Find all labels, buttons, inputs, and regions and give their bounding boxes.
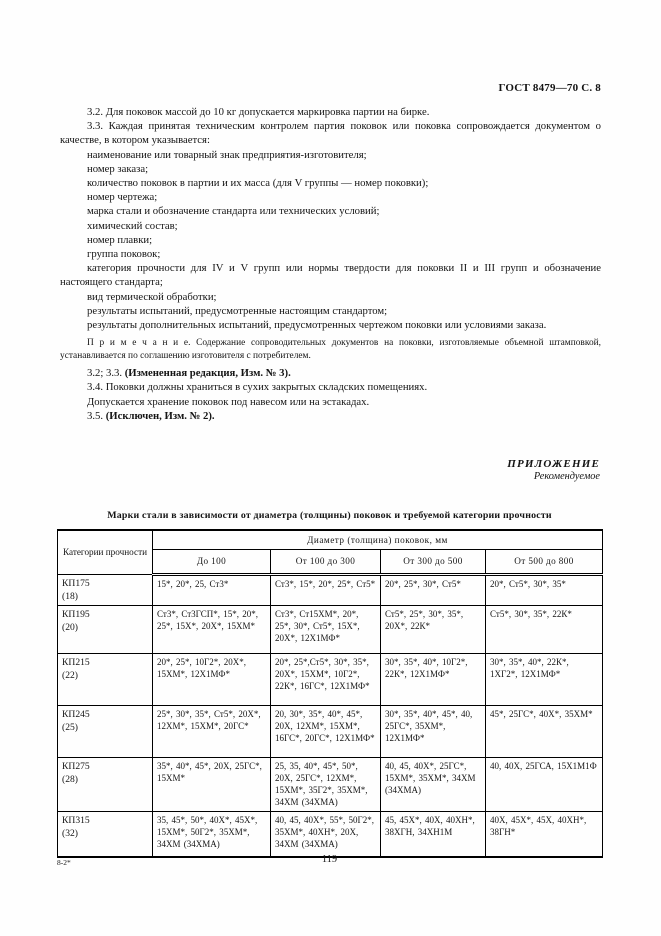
page-number: 119 xyxy=(321,854,338,865)
list-item-test-results: результаты испытаний, предусмотренные настоящим стандартом; xyxy=(87,304,388,317)
table-row xyxy=(58,605,603,653)
category-cell xyxy=(58,705,153,757)
table-row xyxy=(58,811,603,857)
list-item-chemical-composition: химический состав; xyxy=(87,219,178,232)
list-item-drawing-number: номер чертежа; xyxy=(87,191,158,204)
category-cell xyxy=(58,605,153,653)
category-label: КП195 xyxy=(62,608,90,620)
category-kgf: (25) xyxy=(62,721,78,733)
list-item-steel-grade: марка стали и обозначение стандарта или технических условий; xyxy=(87,205,380,218)
grades-cell: 30*, 35*, 40*, 45*, 40, 25ГС*, 35ХМ*, 12Х1МФ* xyxy=(381,705,486,757)
grades-cell: Ст3*, Ст15ХМ*, 20*, 25*, 30*, Ст5*, 15Х*, 20Х*, 12Х1МФ* xyxy=(271,605,381,653)
list-item-quantity: количество поковок в партии и их масса (для V группы — номер поковки); xyxy=(87,177,429,190)
category-kgf: (32) xyxy=(62,827,78,839)
paragraph-3-2: 3.2. Для поковок массой до 10 кг допускается маркировка партии на бирке. xyxy=(87,106,430,118)
column-header-500-800: От 500 до 800 xyxy=(486,549,603,574)
grades-cell: 15*, 20*, 25, Ст3* xyxy=(153,574,271,605)
category-label: КП275 xyxy=(62,760,90,772)
category-label: КП245 xyxy=(62,708,90,720)
grades-cell: 25*, 30*, 35*, Ст5*, 20Х*, 12ХМ*, 15ХМ*, 20ГС* xyxy=(153,705,271,757)
list-item-order-number: номер заказа; xyxy=(87,162,149,175)
amendment-lead: 3.2; 3.3. xyxy=(87,367,125,380)
table-row xyxy=(58,574,603,605)
appendix-title: ПРИЛОЖЕНИЕ xyxy=(507,458,600,470)
paragraph-3-5 xyxy=(60,409,601,423)
grades-cell: 20, 30*, 35*, 40*, 45*, 20Х, 12ХМ*, 15ХМ*, 16ГС*, 20ГС*, 12Х1МФ* xyxy=(271,705,381,757)
category-cell xyxy=(58,811,153,857)
grades-cell: 40, 40Х, 25ГСА, 15Х1М1Ф xyxy=(486,757,603,811)
grades-cell: 30*, 35*, 40*, 10Г2*, 22К*, 12Х1МФ* xyxy=(381,653,486,705)
paragraph-amendment xyxy=(60,366,601,380)
print-signature: 8-2* xyxy=(57,858,71,867)
category-kgf: (20) xyxy=(62,621,78,633)
paragraph-3-4b: Допускается хранение поковок под навесом или на эстакадах. xyxy=(87,395,370,408)
column-header-300-500: От 300 до 500 xyxy=(381,549,486,574)
grades-cell: 20*, 25*,Ст5*, 30*, 35*, 20Х*, 15ХМ*, 10Г2*, 22К*, 16ГС*, 12Х1МФ* xyxy=(271,653,381,705)
grades-cell: 35*, 40*, 45*, 20Х, 25ГС*, 15ХМ* xyxy=(153,757,271,811)
column-header-100-300: От 100 до 300 xyxy=(271,549,381,574)
paragraph-3-4: 3.4. Поковки должны храниться в сухих закрытых складских помещениях. xyxy=(87,381,428,394)
grades-cell: 30*, 35*, 40*, 22К*, 1ХГ2*, 12Х1МФ* xyxy=(486,653,603,705)
category-kgf: (18) xyxy=(62,590,78,602)
list-item-heat-number: номер плавки; xyxy=(87,233,153,246)
grades-cell: 20*, 25*, 10Г2*, 20Х*, 15ХМ*, 12Х1МФ* xyxy=(153,653,271,705)
amendment-bold: (Измененная редакция, Изм. № 3). xyxy=(124,367,291,380)
list-item-forging-group: группа поковок; xyxy=(87,248,161,261)
category-label: КП215 xyxy=(62,656,90,668)
category-cell xyxy=(58,574,153,605)
table-row xyxy=(58,705,603,757)
list-item-heat-treatment: вид термической обработки; xyxy=(87,290,217,303)
grades-cell: 25, 35, 40*, 45*, 50*, 20Х, 25ГС*, 12ХМ*, 15ХМ*, 35Г2*, 35ХМ*, 34ХМ (34ХМА) xyxy=(271,757,381,811)
grades-cell: 20*, Ст5*, 30*, 35* xyxy=(486,574,603,605)
category-kgf: (28) xyxy=(62,773,78,785)
appendix-heading xyxy=(507,458,600,482)
column-header-diameter-group: Диаметр (толщина) поковок, мм xyxy=(153,530,603,549)
grades-cell: 40Х, 45Х*, 45Х, 40ХН*, 38ГН* xyxy=(486,811,603,857)
standard-number-header: ГОСТ 8479—70 С. 8 xyxy=(498,82,601,94)
note-paragraph: П р и м е ч а н и е. Содержание сопроводительных документов на поковки, изготовляемые объемной штамповкой, устанавливается по соглашению изготовителя с потребителем. xyxy=(60,338,601,362)
list-item-additional-tests: результаты дополнительных испытаний, предусмотренных чертежом поковки или условиями заказа. xyxy=(87,319,547,332)
paragraph-3-3: 3.3. Каждая принятая техническим контролем партия поковок или поковка сопровождается документом о качестве, в котором указывается: xyxy=(60,120,601,147)
grades-cell: Ст3*, 15*, 20*, 25*, Ст5* xyxy=(271,574,381,605)
table-row xyxy=(58,757,603,811)
category-cell xyxy=(58,757,153,811)
grades-cell: 35, 45*, 50*, 40Х*, 45Х*, 15ХМ*, 50Г2*, 35ХМ*, 34ХМ (34ХМА) xyxy=(153,811,271,857)
column-header-upto-100: До 100 xyxy=(153,549,271,574)
grades-cell: Ст5*, 30*, 35*, 22К* xyxy=(486,605,603,653)
table-header-row-1 xyxy=(58,530,603,549)
excluded-lead: 3.5. xyxy=(87,409,106,422)
list-item-strength-category: категория прочности для IV и V групп или нормы твердости для поковки II и III групп и обозначение настоящего стандарта; xyxy=(60,262,601,289)
column-header-category: Категории прочности xyxy=(58,530,153,574)
body-text-block xyxy=(60,105,601,423)
steel-grades-table xyxy=(57,529,603,858)
grades-cell: Ст5*, 25*, 30*, 35*, 20Х*, 22К* xyxy=(381,605,486,653)
list-item-manufacturer: наименование или товарный знак предприятия-изготовителя; xyxy=(87,148,367,161)
grades-cell: 40, 45, 40Х*, 55*, 50Г2*, 35ХМ*, 40ХН*, 20Х, 34ХМ (34ХМА) xyxy=(271,811,381,857)
grades-cell: Ст3*, Ст3ГСП*, 15*, 20*, 25*, 15Х*, 20Х*, 15ХМ* xyxy=(153,605,271,653)
category-label: КП175 xyxy=(62,577,90,589)
table-title: Марки стали в зависимости от диаметра (толщины) поковок и требуемой категории прочности xyxy=(107,510,552,521)
category-label: КП315 xyxy=(62,814,90,826)
excluded-bold: (Исключен, Изм. № 2). xyxy=(105,409,215,422)
grades-cell: 45*, 25ГС*, 40Х*, 35ХМ* xyxy=(486,705,603,757)
grades-cell: 20*, 25*, 30*, Ст5* xyxy=(381,574,486,605)
category-cell xyxy=(58,653,153,705)
table-row xyxy=(58,653,603,705)
category-kgf: (22) xyxy=(62,669,78,681)
appendix-subtitle: Рекомендуемое xyxy=(533,471,600,482)
grades-cell: 40, 45, 40Х*, 25ГС*, 15ХМ*, 35ХМ*, 34ХМ (34ХМА) xyxy=(381,757,486,811)
grades-cell: 45, 45Х*, 40Х, 40ХН*, 38ХГН, 34ХН1М xyxy=(381,811,486,857)
